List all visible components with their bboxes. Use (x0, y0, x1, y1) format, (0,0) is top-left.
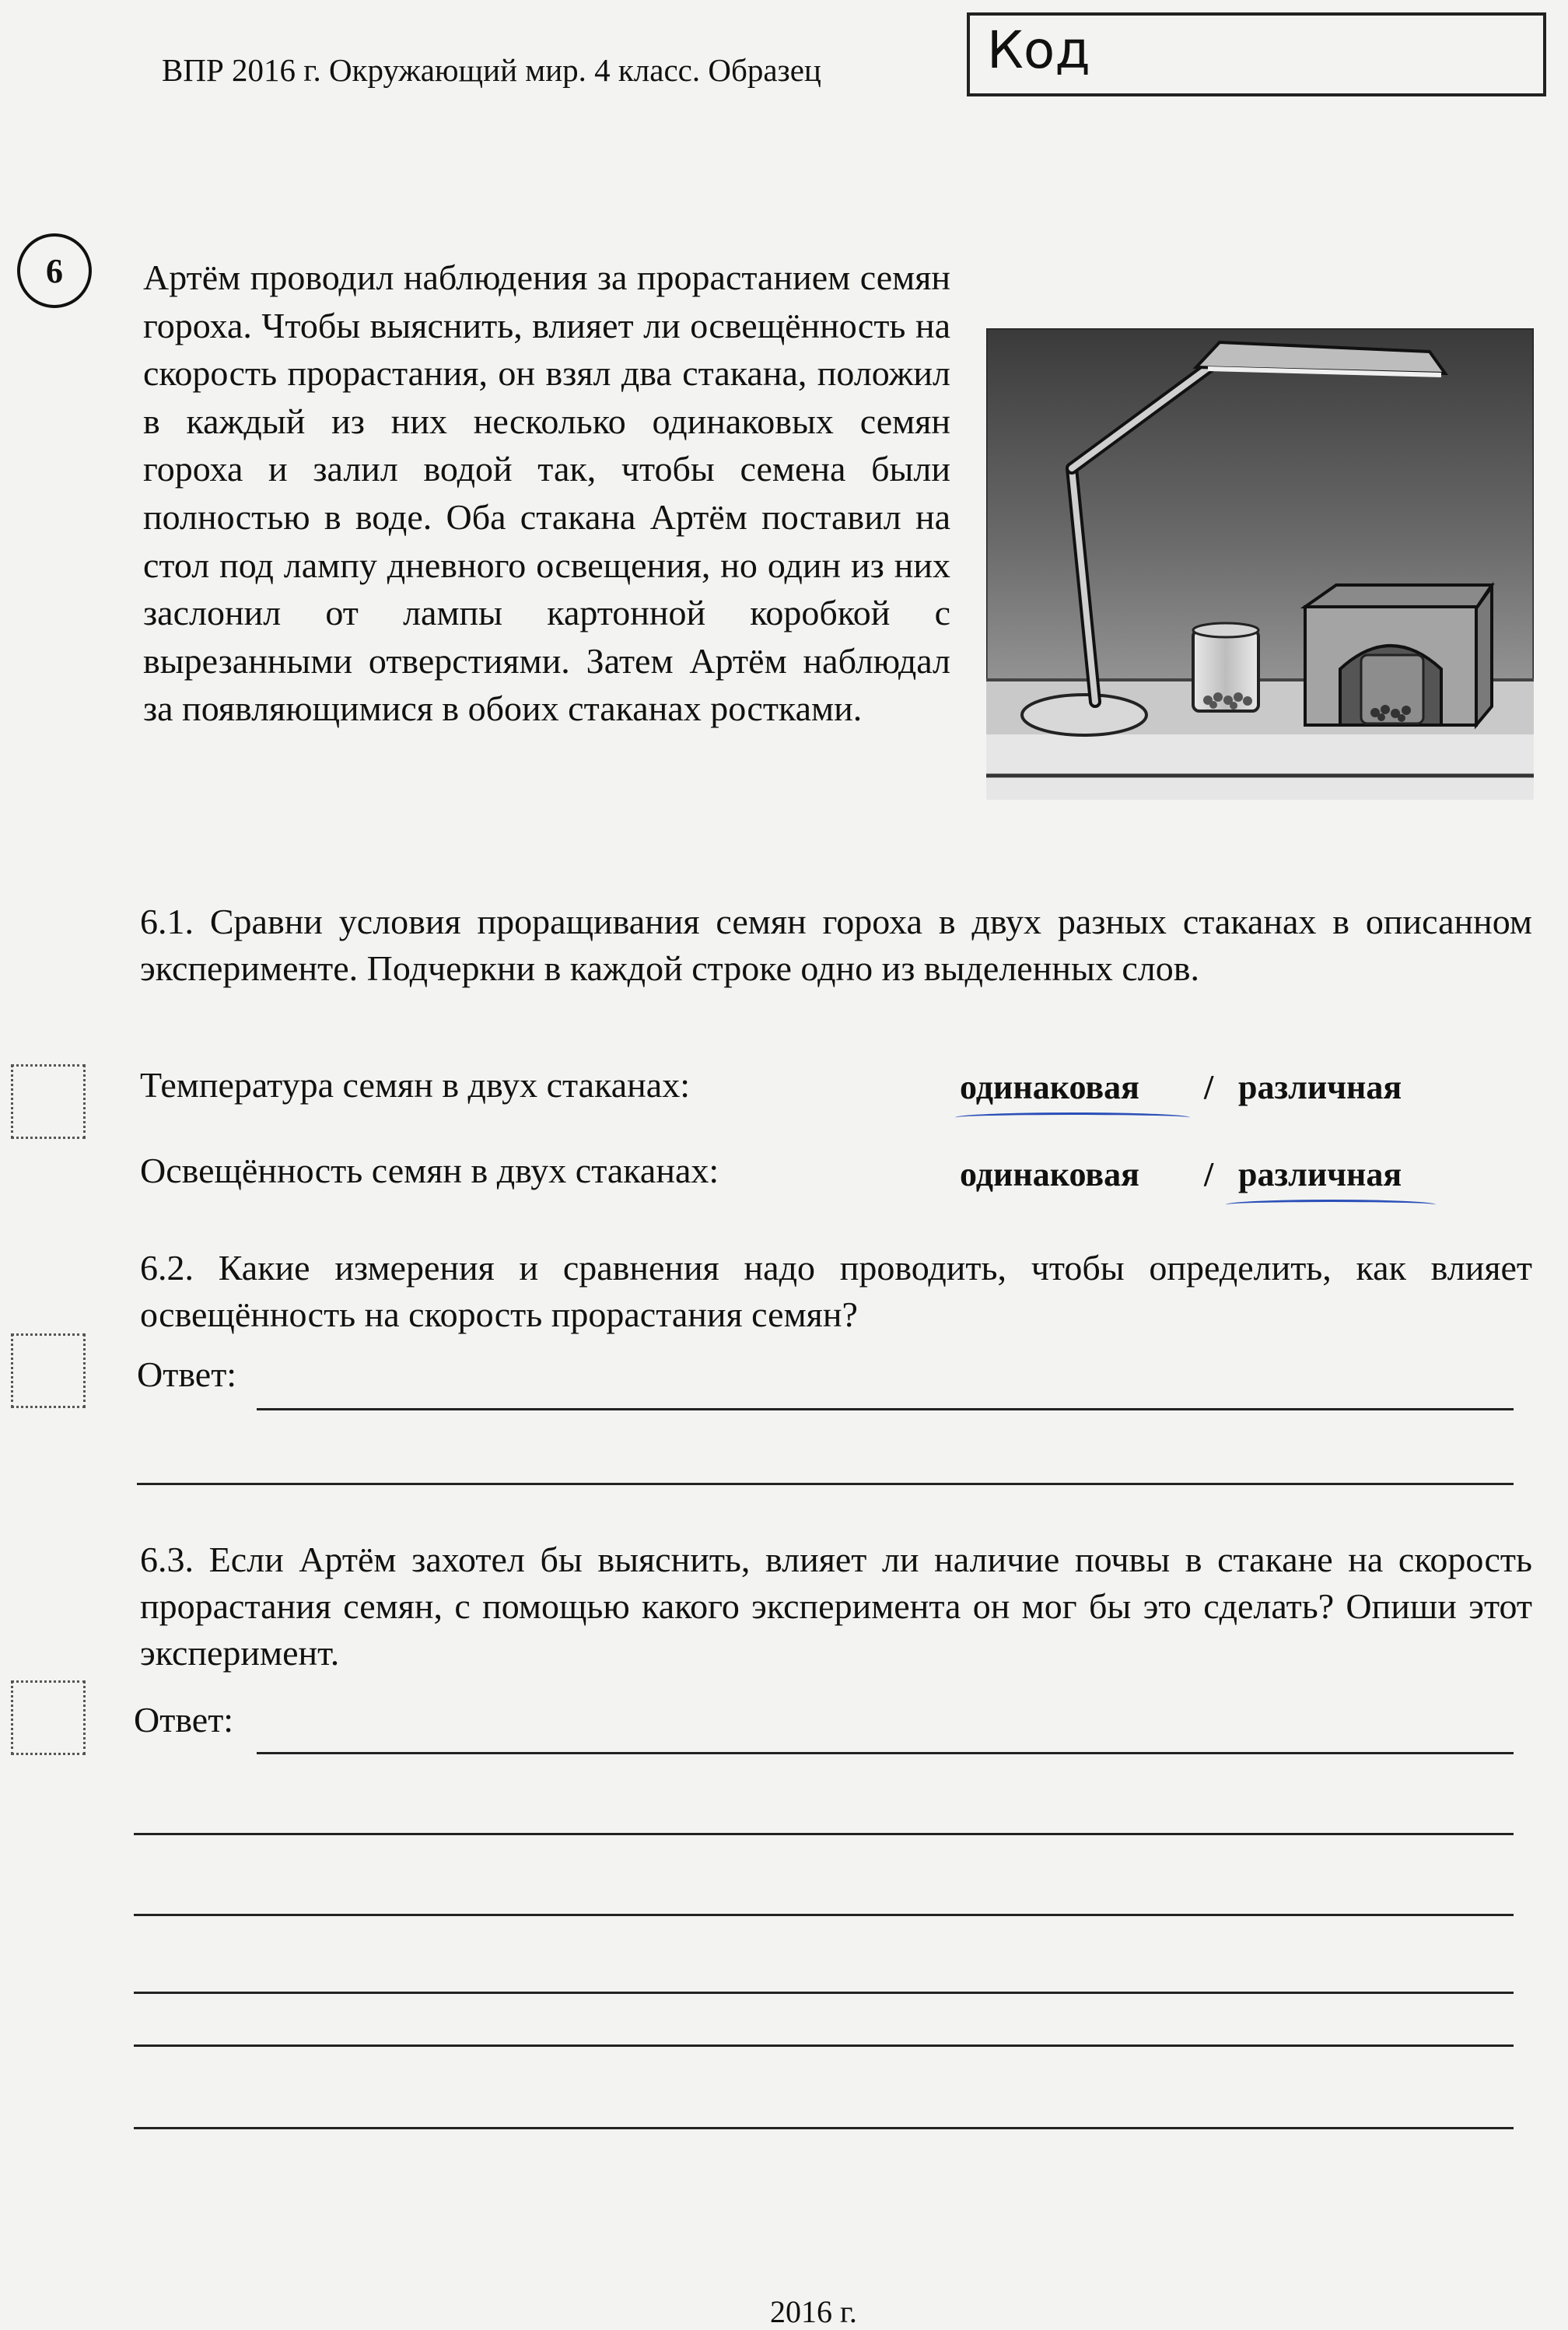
score-box-6-3[interactable] (11, 1680, 86, 1755)
option-different-temperature[interactable]: различная (1238, 1068, 1402, 1106)
answer-label-6-2: Ответ: (137, 1354, 237, 1394)
row-lighting-label: Освещённость семян в двух стаканах: (140, 1151, 719, 1190)
option-same-lighting[interactable]: одинаковая (960, 1155, 1139, 1193)
handwritten-underline-temperature (955, 1112, 1190, 1123)
handwritten-underline-lighting (1226, 1200, 1436, 1210)
answer-line-6-2-1[interactable] (257, 1408, 1514, 1410)
answer-line-6-3-2[interactable] (134, 1833, 1514, 1835)
option-same-temperature[interactable]: одинаковая (960, 1068, 1139, 1106)
answer-line-6-3-3[interactable] (134, 1914, 1514, 1916)
score-box-6-1[interactable] (11, 1064, 86, 1139)
answer-label-6-3: Ответ: (134, 1700, 234, 1740)
experiment-illustration (986, 328, 1534, 800)
task-number-badge (17, 233, 92, 308)
question-6-3-text: 6.3. Если Артём захотел бы выяснить, влияет ли наличие почвы в стакане на скорость прорастания семян, с помощью какого эксперимента он мог бы это сделать? Опиши этот эксперимент. (140, 1540, 1532, 1673)
code-field[interactable] (967, 12, 1546, 96)
score-box-6-2[interactable] (11, 1333, 86, 1408)
option-different-lighting[interactable]: различная (1238, 1155, 1402, 1193)
answer-line-6-3-6[interactable] (134, 2127, 1514, 2129)
answer-line-6-3-4[interactable] (134, 1992, 1514, 1994)
answer-line-6-3-5[interactable] (134, 2044, 1514, 2047)
page-footer-year: 2016 г. (770, 2294, 857, 2329)
row-temperature-label: Температура семян в двух стаканах: (140, 1065, 690, 1105)
question-6-2-text: 6.2. Какие измерения и сравнения надо проводить, чтобы определить, как влияет освещённость на скорость прорастания семян? (140, 1248, 1532, 1334)
option-separator: / (1204, 1068, 1214, 1106)
question-6-1-text: 6.1. Сравни условия проращивания семян гороха в двух разных стаканах в описанном эксперименте. Подчеркни в каждой строке одно из выделенных слов. (140, 902, 1532, 988)
code-label: Код (987, 20, 1090, 80)
task-intro-text: Артём проводил наблюдения за прорастанием семян гороха. Чтобы выяснить, влияет ли освещённость на скорость прорастания, он взял два стакана, положил в каждый из них несколько одинаковых семян гороха и залил водой так, чтобы семена были полностью в воде. Оба стакана Артём поставил на стол под лампу дневного освещения, но один из них заслонил от лампы картонной коробкой с вырезанными отверстиями. Затем Артём наблюдал за появляющимися в обоих стаканах ростками. (143, 258, 950, 729)
answer-line-6-3-1[interactable] (257, 1752, 1514, 1754)
answer-line-6-2-2[interactable] (137, 1483, 1514, 1485)
task-number: 6 (46, 251, 63, 290)
page-header-title: ВПР 2016 г. Окружающий мир. 4 класс. Образец (162, 52, 821, 88)
option-separator: / (1204, 1155, 1214, 1193)
